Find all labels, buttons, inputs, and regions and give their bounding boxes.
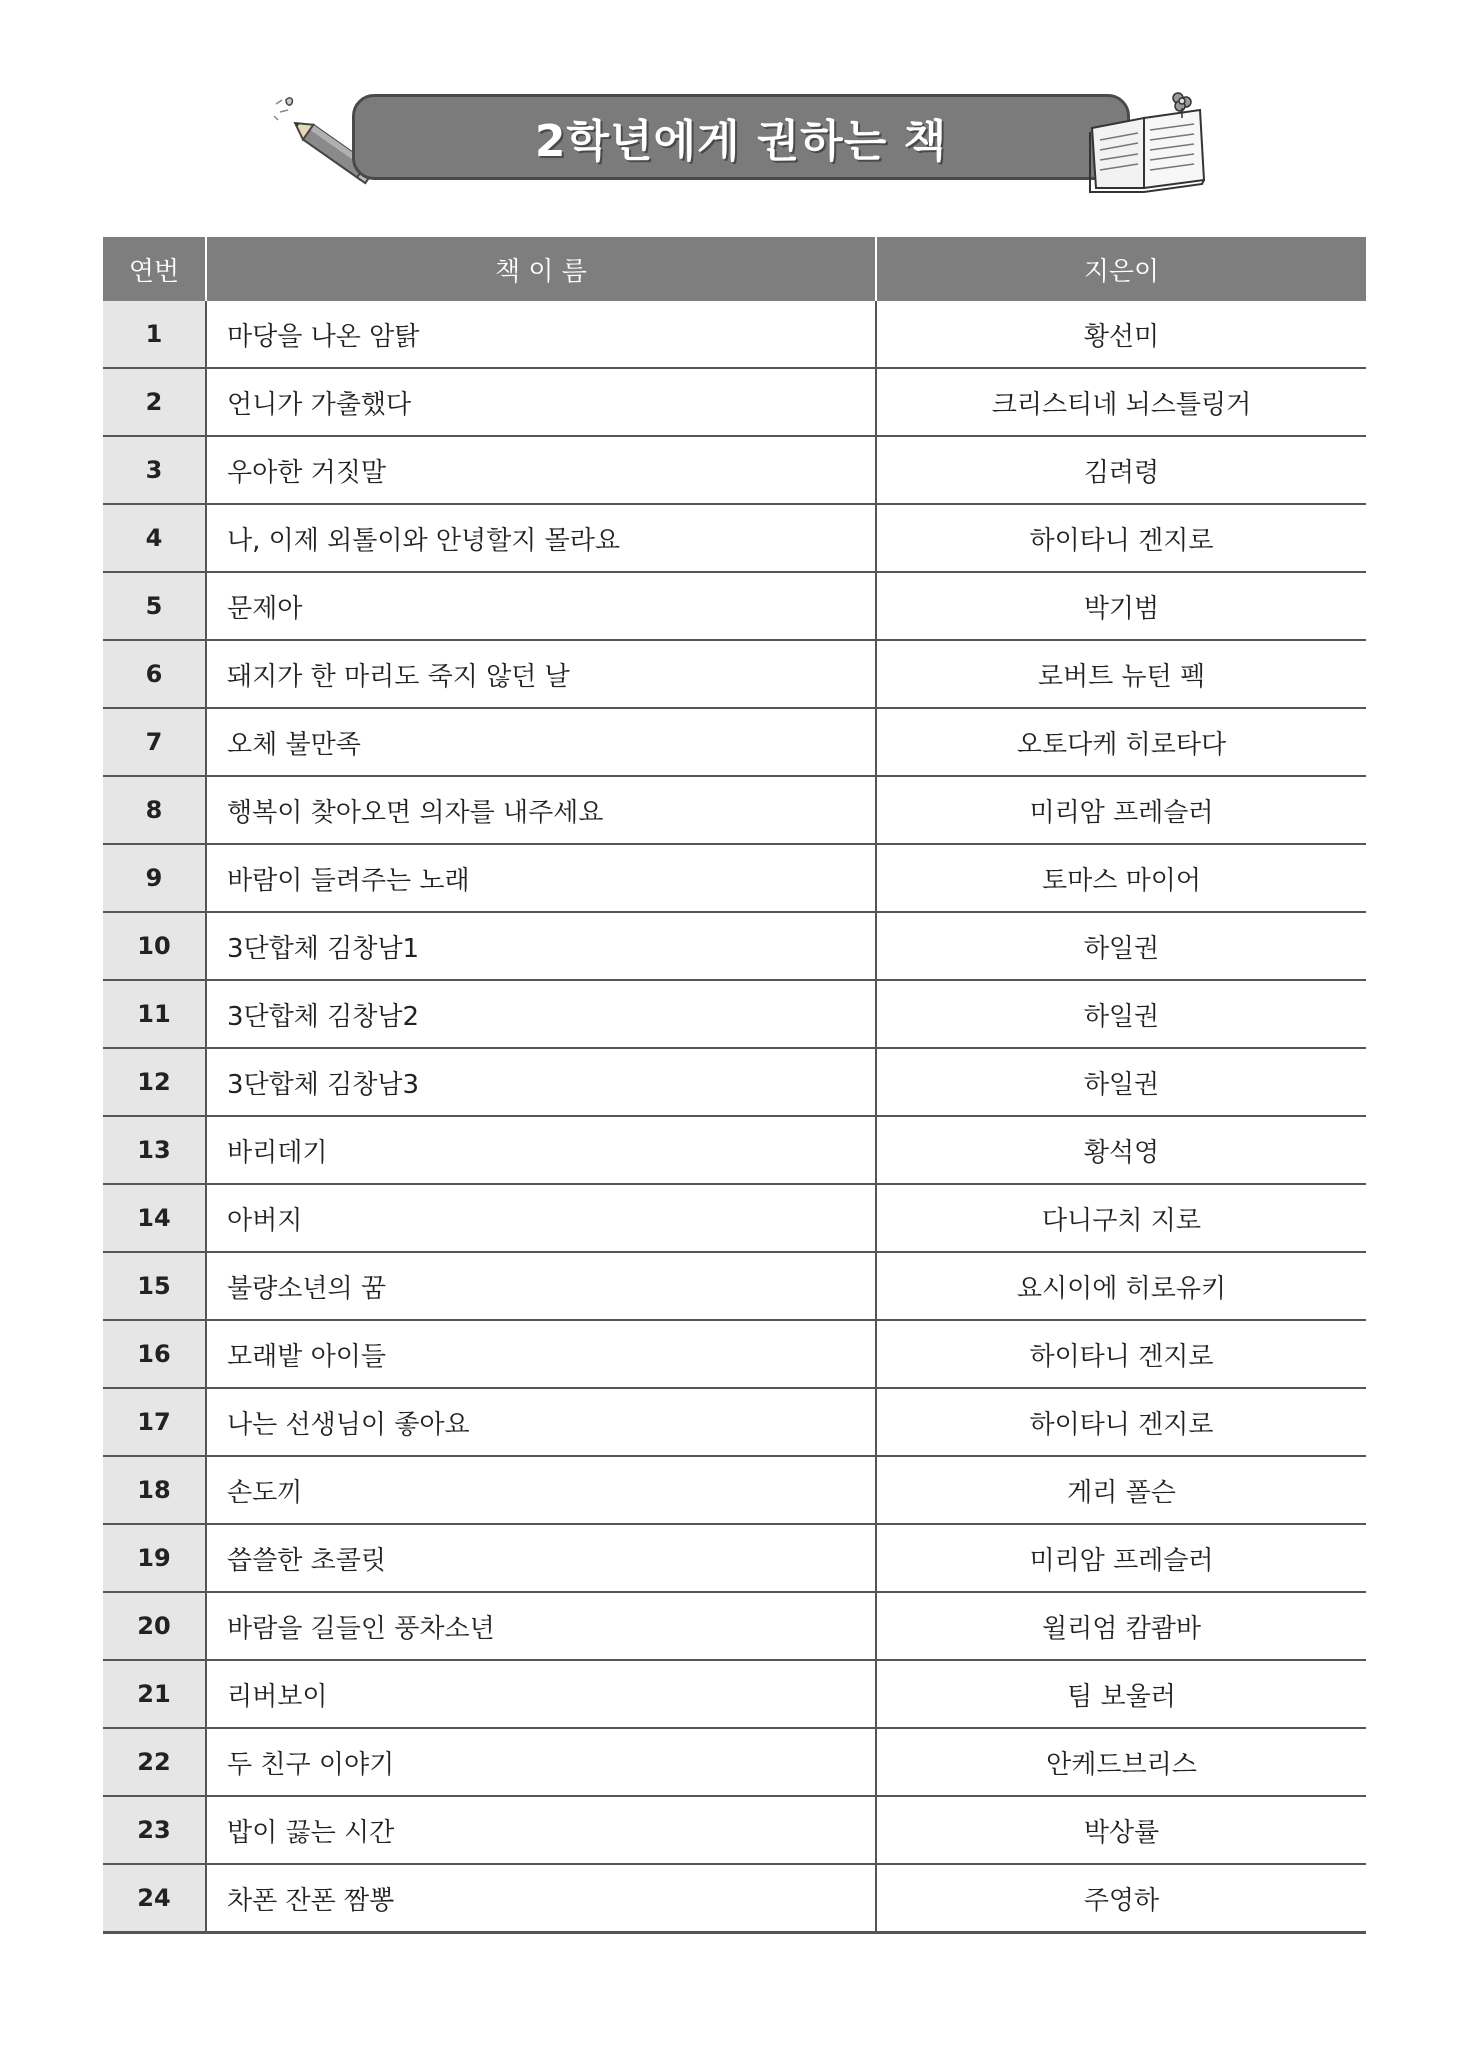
book-author: 미리암 프레슬러 <box>876 776 1366 844</box>
book-title: 씁쓸한 초콜릿 <box>206 1524 876 1592</box>
book-author: 박상률 <box>876 1796 1366 1864</box>
row-number: 8 <box>103 776 206 844</box>
book-author: 미리암 프레슬러 <box>876 1524 1366 1592</box>
book-author: 로버트 뉴턴 펙 <box>876 640 1366 708</box>
book-author: 하일권 <box>876 912 1366 980</box>
row-number: 9 <box>103 844 206 912</box>
row-number: 22 <box>103 1728 206 1796</box>
table-row <box>103 640 1366 708</box>
book-author: 게리 폴슨 <box>876 1456 1366 1524</box>
book-title: 바리데기 <box>206 1116 876 1184</box>
book-title: 3단합체 김창남2 <box>206 980 876 1048</box>
header-book-title: 책 이 름 <box>206 237 876 301</box>
book-title: 모래밭 아이들 <box>206 1320 876 1388</box>
row-number: 12 <box>103 1048 206 1116</box>
book-title: 돼지가 한 마리도 죽지 않던 날 <box>206 640 876 708</box>
row-number: 23 <box>103 1796 206 1864</box>
row-number: 17 <box>103 1388 206 1456</box>
table-row <box>103 1660 1366 1728</box>
book-title: 마당을 나온 암탉 <box>206 301 876 368</box>
open-book-icon <box>1082 88 1212 198</box>
row-number: 16 <box>103 1320 206 1388</box>
book-title: 3단합체 김창남1 <box>206 912 876 980</box>
book-title: 바람이 들려주는 노래 <box>206 844 876 912</box>
row-number: 2 <box>103 368 206 436</box>
row-number: 14 <box>103 1184 206 1252</box>
book-author: 다니구치 지로 <box>876 1184 1366 1252</box>
row-number: 19 <box>103 1524 206 1592</box>
book-title: 문제아 <box>206 572 876 640</box>
book-list-table <box>103 237 1366 1934</box>
book-title: 나, 이제 외톨이와 안녕할지 몰라요 <box>206 504 876 572</box>
book-title: 3단합체 김창남3 <box>206 1048 876 1116</box>
row-number: 21 <box>103 1660 206 1728</box>
book-title: 나는 선생님이 좋아요 <box>206 1388 876 1456</box>
row-number: 5 <box>103 572 206 640</box>
row-number: 20 <box>103 1592 206 1660</box>
table-row <box>103 1864 1366 1933</box>
table-row <box>103 1252 1366 1320</box>
table-row <box>103 301 1366 368</box>
row-number: 11 <box>103 980 206 1048</box>
header-author: 지은이 <box>876 237 1366 301</box>
book-title: 두 친구 이야기 <box>206 1728 876 1796</box>
table-row <box>103 504 1366 572</box>
table-row <box>103 1116 1366 1184</box>
book-author: 팀 보울러 <box>876 1660 1366 1728</box>
book-author: 요시이에 히로유키 <box>876 1252 1366 1320</box>
book-title: 손도끼 <box>206 1456 876 1524</box>
book-title: 불량소년의 꿈 <box>206 1252 876 1320</box>
book-author: 주영하 <box>876 1864 1366 1933</box>
table-row <box>103 436 1366 504</box>
row-number: 4 <box>103 504 206 572</box>
book-title: 우아한 거짓말 <box>206 436 876 504</box>
book-title: 밥이 끓는 시간 <box>206 1796 876 1864</box>
row-number: 10 <box>103 912 206 980</box>
table-row <box>103 1456 1366 1524</box>
book-author: 하일권 <box>876 1048 1366 1116</box>
table-header-row <box>103 237 1366 301</box>
book-author: 박기범 <box>876 572 1366 640</box>
row-number: 24 <box>103 1864 206 1933</box>
table-row <box>103 1728 1366 1796</box>
table-row <box>103 980 1366 1048</box>
book-title: 바람을 길들인 풍차소년 <box>206 1592 876 1660</box>
book-title: 차폰 잔폰 짬뽕 <box>206 1864 876 1933</box>
title-banner <box>352 94 1130 180</box>
row-number: 7 <box>103 708 206 776</box>
row-number: 15 <box>103 1252 206 1320</box>
book-title: 행복이 찾아오면 의자를 내주세요 <box>206 776 876 844</box>
row-number: 1 <box>103 301 206 368</box>
table-row <box>103 912 1366 980</box>
book-author: 하이타니 겐지로 <box>876 1388 1366 1456</box>
table-row <box>103 1048 1366 1116</box>
table-row <box>103 776 1366 844</box>
table-row <box>103 844 1366 912</box>
book-author: 크리스티네 뇌스틀링거 <box>876 368 1366 436</box>
table-row <box>103 1524 1366 1592</box>
book-title: 언니가 가출했다 <box>206 368 876 436</box>
page-title: 2학년에게 권하는 책 <box>534 116 948 167</box>
row-number: 13 <box>103 1116 206 1184</box>
book-author: 토마스 마이어 <box>876 844 1366 912</box>
book-author: 하이타니 겐지로 <box>876 504 1366 572</box>
book-author: 오토다케 히로타다 <box>876 708 1366 776</box>
table-row <box>103 368 1366 436</box>
row-number: 3 <box>103 436 206 504</box>
row-number: 18 <box>103 1456 206 1524</box>
table-row <box>103 1592 1366 1660</box>
book-author: 윌리엄 캄쾀바 <box>876 1592 1366 1660</box>
table-row <box>103 708 1366 776</box>
book-author: 황선미 <box>876 301 1366 368</box>
table-row <box>103 1184 1366 1252</box>
book-author: 황석영 <box>876 1116 1366 1184</box>
book-title: 오체 불만족 <box>206 708 876 776</box>
table-row <box>103 1388 1366 1456</box>
book-title: 리버보이 <box>206 1660 876 1728</box>
book-author: 안케드브리스 <box>876 1728 1366 1796</box>
table-row <box>103 1796 1366 1864</box>
table-row <box>103 572 1366 640</box>
table-row <box>103 1320 1366 1388</box>
book-author: 하이타니 겐지로 <box>876 1320 1366 1388</box>
book-author: 김려령 <box>876 436 1366 504</box>
book-title: 아버지 <box>206 1184 876 1252</box>
header-number: 연번 <box>103 237 206 301</box>
row-number: 6 <box>103 640 206 708</box>
book-author: 하일권 <box>876 980 1366 1048</box>
